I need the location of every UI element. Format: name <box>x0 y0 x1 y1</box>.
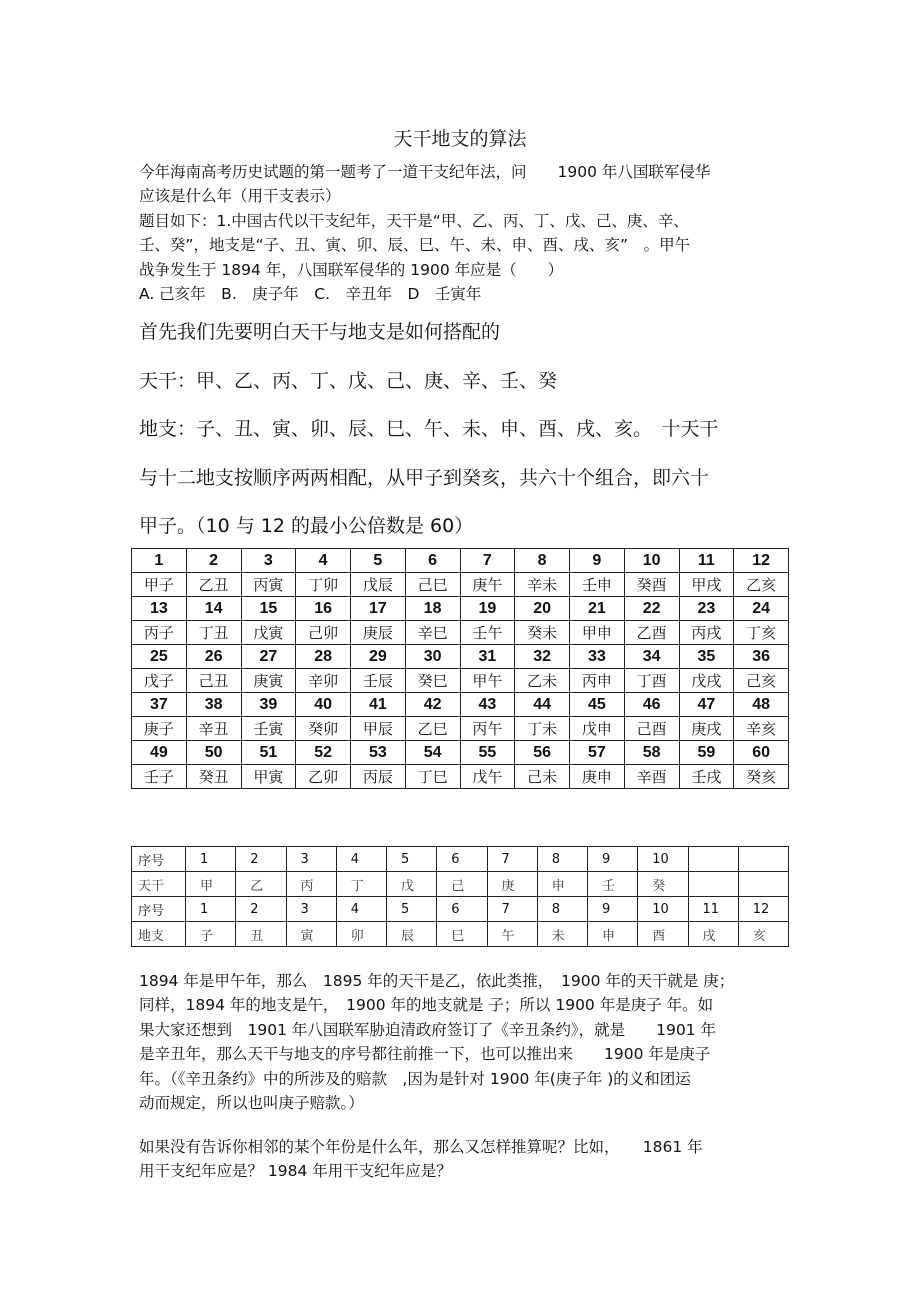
row-label: 序号 <box>132 897 186 922</box>
index-cell: 51 <box>241 741 296 765</box>
index-cell: 34 <box>624 645 679 669</box>
index-cell: 46 <box>624 693 679 717</box>
table-cell: 壬 <box>588 872 638 897</box>
row-label: 天干 <box>132 872 186 897</box>
ganzhi-cell: 戊午 <box>460 765 515 789</box>
table-cell: 12 <box>738 897 788 922</box>
ganzhi-cell: 癸亥 <box>734 765 789 789</box>
ganzhi-cell: 丁酉 <box>624 669 679 693</box>
index-cell: 25 <box>132 645 187 669</box>
text-line: 动而规定，所以也叫庚子赔款。） <box>139 1094 364 1113</box>
index-cell: 1 <box>132 549 187 573</box>
index-cell: 20 <box>515 597 570 621</box>
index-cell: 59 <box>679 741 734 765</box>
index-cell: 27 <box>241 645 296 669</box>
table-cell: 6 <box>437 897 487 922</box>
ganzhi-row <box>132 573 789 597</box>
ganzhi-cell: 丙辰 <box>351 765 406 789</box>
ganzhi-cell: 甲子 <box>132 573 187 597</box>
ganzhi-cell: 戊辰 <box>351 573 406 597</box>
table-cell: 5 <box>387 897 437 922</box>
index-cell: 41 <box>351 693 406 717</box>
text-line: 年。（《辛丑条约》中的所涉及的赔款 ,因为是针对 1900 年(庚子年 )的义和团运 <box>139 1069 691 1088</box>
ganzhi-cell: 己丑 <box>186 669 241 693</box>
index-cell: 9 <box>570 549 625 573</box>
index-cell: 30 <box>405 645 460 669</box>
index-cell: 53 <box>351 741 406 765</box>
text-line: 甲子。（10 与 12 的最小公倍数是 60） <box>139 515 474 537</box>
index-cell: 11 <box>679 549 734 573</box>
index-cell: 8 <box>515 549 570 573</box>
table-cell: 9 <box>588 897 638 922</box>
index-cell: 7 <box>460 549 515 573</box>
table-cell: 寅 <box>286 922 336 947</box>
index-cell: 12 <box>734 549 789 573</box>
ganzhi-cell: 庚戌 <box>679 717 734 741</box>
index-cell: 56 <box>515 741 570 765</box>
index-cell: 24 <box>734 597 789 621</box>
ganzhi-cell: 庚寅 <box>241 669 296 693</box>
ganzhi-cell: 壬辰 <box>351 669 406 693</box>
index-cell: 16 <box>296 597 351 621</box>
answer-paragraph <box>139 969 789 1115</box>
index-table-row <box>132 922 789 947</box>
ganzhi-cell: 丁卯 <box>296 573 351 597</box>
ganzhi-cell: 辛酉 <box>624 765 679 789</box>
table-cell: 子 <box>186 922 236 947</box>
index-cell: 4 <box>296 549 351 573</box>
text-line: 用干支纪年应是？ 1984 年用干支纪年应是？ <box>139 1162 452 1181</box>
index-cell: 60 <box>734 741 789 765</box>
index-cell: 43 <box>460 693 515 717</box>
ganzhi-cell: 庚申 <box>570 765 625 789</box>
table-cell: 7 <box>487 847 537 872</box>
ganzhi-cell: 丙午 <box>460 717 515 741</box>
ganzhi-cell: 戊申 <box>570 717 625 741</box>
table-cell <box>688 847 738 872</box>
table-cell: 1 <box>186 897 236 922</box>
index-cell: 49 <box>132 741 187 765</box>
index-cell: 15 <box>241 597 296 621</box>
table-cell: 癸 <box>638 872 688 897</box>
index-cell: 19 <box>460 597 515 621</box>
table-cell: 3 <box>286 847 336 872</box>
ganzhi-cell: 庚子 <box>132 717 187 741</box>
ganzhi-cell: 丙申 <box>570 669 625 693</box>
ganzhi-row <box>132 765 789 789</box>
ganzhi-cell: 癸丑 <box>186 765 241 789</box>
table-cell: 4 <box>336 897 386 922</box>
number-row <box>132 693 789 717</box>
text-line: 首先我们先要明白天干与地支是如何搭配的 <box>139 321 501 343</box>
text-line: A. 己亥年 B. 庚子年 C. 辛丑年 D 壬寅年 <box>139 285 482 304</box>
table-cell: 午 <box>487 922 537 947</box>
index-cell: 13 <box>132 597 187 621</box>
table-cell: 乙 <box>236 872 286 897</box>
ganzhi-cell: 辛丑 <box>186 717 241 741</box>
ganzhi-cell: 戊戌 <box>679 669 734 693</box>
index-cell: 50 <box>186 741 241 765</box>
table-cell: 1 <box>186 847 236 872</box>
index-cell: 33 <box>570 645 625 669</box>
text-line: 与十二地支按顺序两两相配，从甲子到癸亥，共六十个组合，即六十 <box>139 466 710 489</box>
ganzhi-cell: 乙巳 <box>405 717 460 741</box>
index-cell: 54 <box>405 741 460 765</box>
ganzhi-cell: 辛未 <box>515 573 570 597</box>
index-cell: 14 <box>186 597 241 621</box>
ganzhi-cell: 癸巳 <box>405 669 460 693</box>
table-cell: 11 <box>688 897 738 922</box>
table-cell: 酉 <box>638 922 688 947</box>
table-cell: 己 <box>437 872 487 897</box>
index-cell: 48 <box>734 693 789 717</box>
table-cell: 丁 <box>336 872 386 897</box>
index-cell: 17 <box>351 597 406 621</box>
ganzhi-cell: 辛巳 <box>405 621 460 645</box>
text-line: 是辛丑年，那么天干与地支的序号都往前推一下，也可以推出来 1900 年是庚子 <box>139 1045 711 1064</box>
ganzhi-cell: 壬寅 <box>241 717 296 741</box>
ganzhi-cell: 丁丑 <box>186 621 241 645</box>
index-table-row <box>132 897 789 922</box>
explanation-paragraph <box>139 308 789 551</box>
index-cell: 58 <box>624 741 679 765</box>
table-cell: 4 <box>336 847 386 872</box>
table-cell: 申 <box>588 922 638 947</box>
table-cell: 丙 <box>286 872 336 897</box>
index-cell: 5 <box>351 549 406 573</box>
text-line: 如果没有告诉你相邻的某个年份是什么年，那么又怎样推算呢？比如， 1861 年 <box>139 1138 703 1156</box>
ganzhi-row <box>132 717 789 741</box>
table-cell: 3 <box>286 897 336 922</box>
table-cell: 10 <box>638 897 688 922</box>
table-cell: 甲 <box>186 872 236 897</box>
index-cell: 31 <box>460 645 515 669</box>
table-cell: 8 <box>537 897 587 922</box>
table-cell <box>688 872 738 897</box>
ganzhi-cell: 丁巳 <box>405 765 460 789</box>
index-cell: 44 <box>515 693 570 717</box>
index-cell: 35 <box>679 645 734 669</box>
table-cell: 戌 <box>688 922 738 947</box>
ganzhi-cell: 丁未 <box>515 717 570 741</box>
ganzhi-cell: 乙亥 <box>734 573 789 597</box>
ganzhi-cell: 乙酉 <box>624 621 679 645</box>
question-paragraph <box>139 1135 789 1184</box>
number-row <box>132 645 789 669</box>
ganzhi-cell: 庚辰 <box>351 621 406 645</box>
ganzhi-row <box>132 621 789 645</box>
ganzhi-row <box>132 669 789 693</box>
table-cell: 5 <box>387 847 437 872</box>
ganzhi-cell: 甲申 <box>570 621 625 645</box>
ganzhi-cell: 壬戌 <box>679 765 734 789</box>
document-title: 天干地支的算法 <box>393 128 527 150</box>
table-cell: 戊 <box>387 872 437 897</box>
index-cell: 40 <box>296 693 351 717</box>
index-cell: 37 <box>132 693 187 717</box>
ganzhi-cell: 乙卯 <box>296 765 351 789</box>
index-table-row <box>132 872 789 897</box>
intro-paragraph <box>139 160 789 306</box>
ganzhi-cell: 乙丑 <box>186 573 241 597</box>
index-cell: 10 <box>624 549 679 573</box>
ganzhi-cell: 戊子 <box>132 669 187 693</box>
row-label: 序号 <box>132 847 186 872</box>
table-cell: 申 <box>537 872 587 897</box>
index-cell: 52 <box>296 741 351 765</box>
table-cell: 庚 <box>487 872 537 897</box>
ganzhi-cell: 甲戌 <box>679 573 734 597</box>
ganzhi-cell: 癸卯 <box>296 717 351 741</box>
ganzhi-cell: 乙未 <box>515 669 570 693</box>
table-cell <box>738 872 788 897</box>
ganzhi-cell: 甲寅 <box>241 765 296 789</box>
index-cell: 21 <box>570 597 625 621</box>
index-cell: 2 <box>186 549 241 573</box>
ganzhi-cell: 壬午 <box>460 621 515 645</box>
index-cell: 32 <box>515 645 570 669</box>
index-cell: 29 <box>351 645 406 669</box>
ganzhi-cell: 丙寅 <box>241 573 296 597</box>
text-line: 果大家还想到 1901 年八国联军胁迫清政府签订了《辛丑条约》，就是 1901 年 <box>139 1020 716 1039</box>
table-cell: 2 <box>236 847 286 872</box>
ganzhi-cell: 己亥 <box>734 669 789 693</box>
text-line: 壬、癸”，地支是“子、丑、寅、卯、辰、巳、午、未、申、酉、戌、亥” 。甲午 <box>139 236 691 255</box>
table-cell: 9 <box>588 847 638 872</box>
table-cell: 巳 <box>437 922 487 947</box>
index-cell: 3 <box>241 549 296 573</box>
index-table-row <box>132 847 789 872</box>
ganzhi-cell: 壬子 <box>132 765 187 789</box>
index-cell: 47 <box>679 693 734 717</box>
index-cell: 18 <box>405 597 460 621</box>
index-cell: 38 <box>186 693 241 717</box>
index-cell: 55 <box>460 741 515 765</box>
table-cell: 2 <box>236 897 286 922</box>
ganzhi-cell: 己巳 <box>405 573 460 597</box>
index-cell: 23 <box>679 597 734 621</box>
index-cell: 6 <box>405 549 460 573</box>
ganzhi-cell: 癸未 <box>515 621 570 645</box>
index-cell: 45 <box>570 693 625 717</box>
ganzhi-cell: 戊寅 <box>241 621 296 645</box>
text-line: 今年海南高考历史试题的第一题考了一道干支纪年法，问 1900 年八国联军侵华 <box>139 163 711 181</box>
table-cell: 亥 <box>738 922 788 947</box>
number-row <box>132 549 789 573</box>
table-cell: 卯 <box>336 922 386 947</box>
text-line: 题目如下：1.中国古代以干支纪年，天干是“甲、乙、丙、丁、戊、己、庚、辛、 <box>139 211 689 230</box>
ganzhi-cell: 丁亥 <box>734 621 789 645</box>
table-cell <box>738 847 788 872</box>
index-cell: 28 <box>296 645 351 669</box>
index-cell: 22 <box>624 597 679 621</box>
table-cell: 8 <box>537 847 587 872</box>
stem-branch-index-table <box>131 846 789 947</box>
index-cell: 57 <box>570 741 625 765</box>
ganzhi-cell: 甲辰 <box>351 717 406 741</box>
ganzhi-cell: 辛亥 <box>734 717 789 741</box>
ganzhi-cell: 丙子 <box>132 621 187 645</box>
table-cell: 10 <box>638 847 688 872</box>
number-row <box>132 741 789 765</box>
index-cell: 36 <box>734 645 789 669</box>
ganzhi-cell: 甲午 <box>460 669 515 693</box>
text-line: 应该是什么年（用干支表示） <box>139 187 341 206</box>
sixty-jiazi-table <box>131 548 789 789</box>
table-cell: 未 <box>537 922 587 947</box>
text-line: 同样，1894 年的地支是午， 1900 年的地支就是 子；所以 1900 年是庚子 年。如 <box>139 996 714 1015</box>
ganzhi-cell: 辛卯 <box>296 669 351 693</box>
text-line: 地支：子、丑、寅、卯、辰、巳、午、未、申、酉、戌、亥。 十天干 <box>139 418 719 440</box>
ganzhi-cell: 丙戌 <box>679 621 734 645</box>
index-cell: 42 <box>405 693 460 717</box>
index-cell: 26 <box>186 645 241 669</box>
index-cell: 39 <box>241 693 296 717</box>
ganzhi-cell: 壬申 <box>570 573 625 597</box>
text-line: 天干：甲、乙、丙、丁、戊、己、庚、辛、壬、癸 <box>139 369 558 392</box>
table-cell: 辰 <box>387 922 437 947</box>
row-label: 地支 <box>132 922 186 947</box>
ganzhi-cell: 庚午 <box>460 573 515 597</box>
ganzhi-cell: 己酉 <box>624 717 679 741</box>
text-line: 1894 年是甲午年，那么 1895 年的天干是乙，依此类推， 1900 年的天干就是 庚； <box>139 972 735 990</box>
ganzhi-cell: 己未 <box>515 765 570 789</box>
table-cell: 6 <box>437 847 487 872</box>
table-cell: 7 <box>487 897 537 922</box>
ganzhi-cell: 己卯 <box>296 621 351 645</box>
text-line: 战争发生于 1894 年，八国联军侵华的 1900 年应是（ ） <box>139 260 564 279</box>
ganzhi-cell: 癸酉 <box>624 573 679 597</box>
number-row <box>132 597 789 621</box>
table-cell: 丑 <box>236 922 286 947</box>
